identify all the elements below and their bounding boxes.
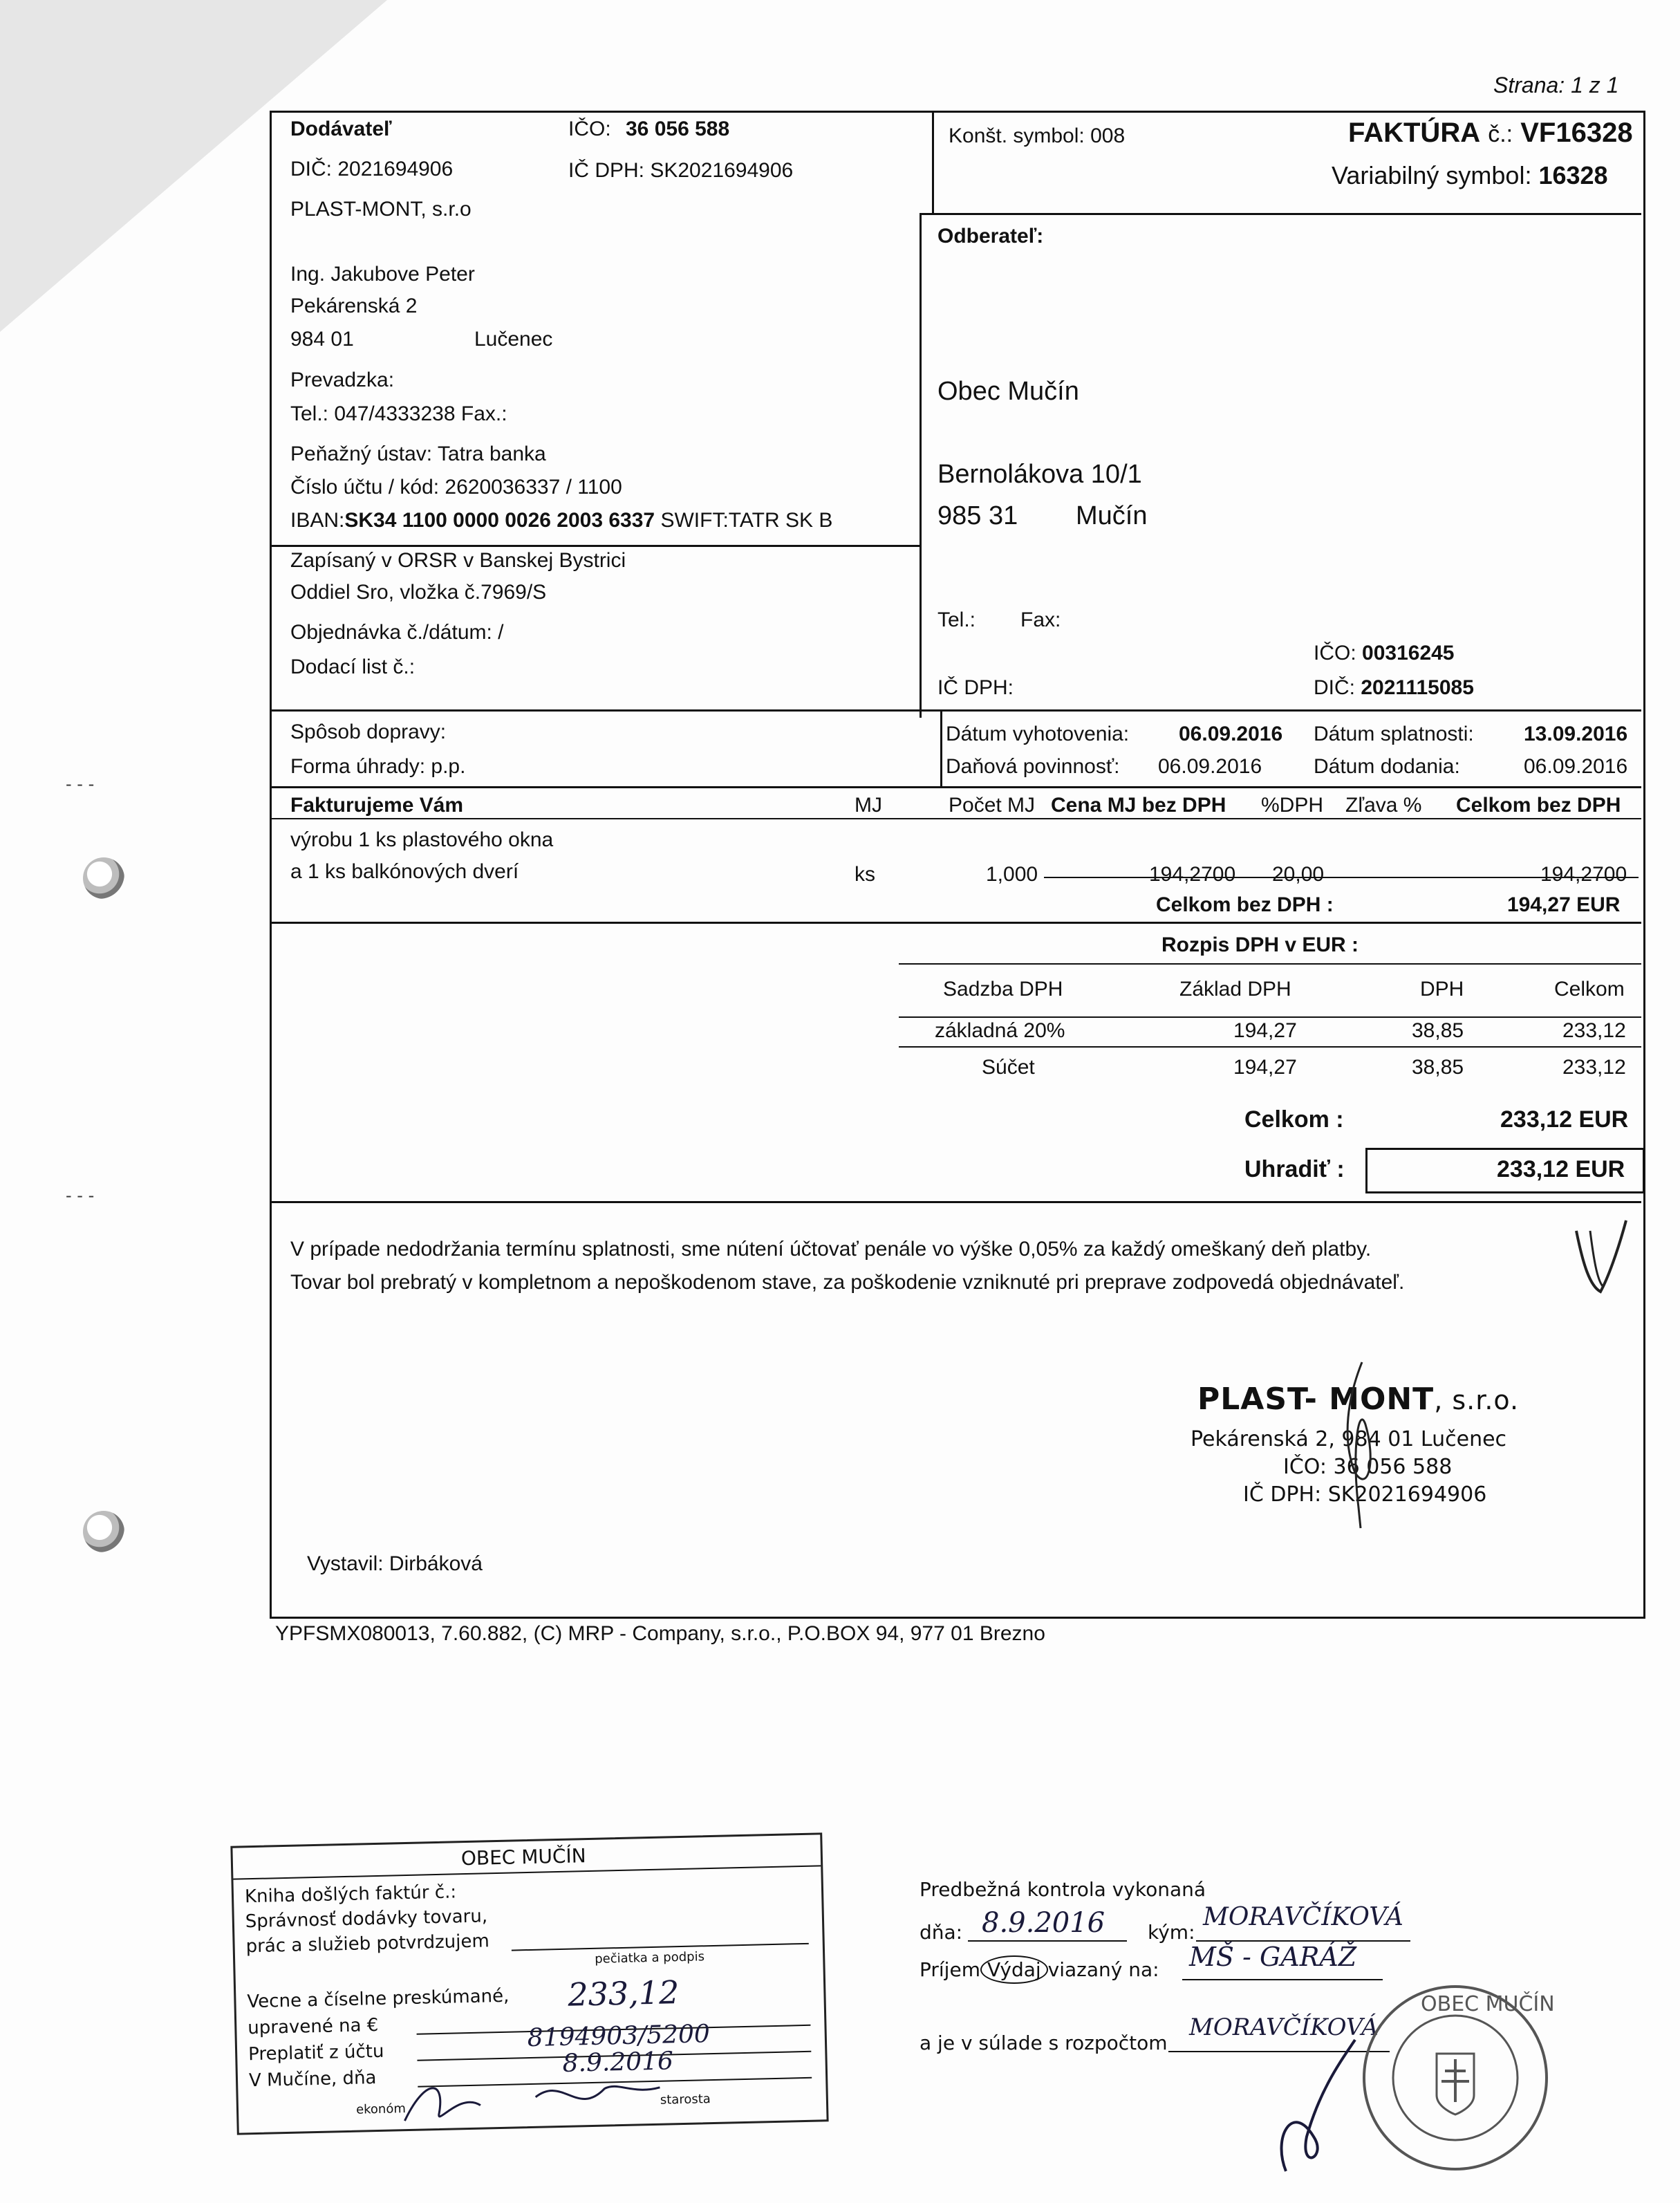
supplier-street: Pekárenská 2 <box>290 295 418 317</box>
issued-by: Vystavil: Dirbáková <box>307 1552 483 1575</box>
items-header-price: Cena MJ bez DPH <box>1051 794 1226 817</box>
customer-city: Mučín <box>1076 501 1148 530</box>
control-prijem-label: Príjem <box>920 1958 980 1981</box>
customer-street: Bernolákova 10/1 <box>937 460 1142 489</box>
footer-software: YPFSMX080013, 7.60.882, (C) MRP - Company, s.r.o., P.O.BOX 94, 977 01 Brezno <box>275 1622 1045 1645</box>
vat-row-base: 194,27 <box>1233 1019 1297 1042</box>
invoice-number: VF16328 <box>1520 118 1633 148</box>
customer-dic-value: 2021115085 <box>1361 676 1474 699</box>
item-desc-line1: výrobu 1 ks plastového okna <box>290 828 554 851</box>
supplier-registry1: Zapísaný v ORSR v Banskej Bystrici <box>290 549 626 572</box>
vat-header-rate: Sadzba DPH <box>943 978 1063 1001</box>
transport-label: Spôsob dopravy: <box>290 721 447 743</box>
stamp-suffix: , s.r.o. <box>1434 1385 1520 1415</box>
supplier-dic: DIČ: 2021694906 <box>290 158 454 180</box>
approval-title: OBEC MUČÍN <box>460 1844 586 1870</box>
stamp-signature <box>1327 1355 1390 1535</box>
supplier-registry2: Oddiel Sro, vložka č.7969/S <box>290 581 547 604</box>
vs-label: Variabilný symbol: <box>1332 161 1532 189</box>
control-signature <box>1258 2033 1383 2185</box>
page-number: Strana: 1 z 1 <box>1493 73 1619 97</box>
supplier-zip: 984 01 <box>290 328 354 351</box>
total-label: Celkom : <box>1244 1106 1344 1133</box>
tax-date-label: Daňová povinnosť: <box>946 755 1120 778</box>
stamp-icdph: IČ DPH: SK2021694906 <box>1243 1482 1487 1507</box>
supplier-city: Lučenec <box>474 328 553 351</box>
note-penalty: V prípade nedodržania termínu splatnosti, sme nútení účtovať penále vo výške 0,05% za každý omeškaný deň platby. <box>290 1238 1372 1261</box>
customer-dic <box>1314 676 1474 700</box>
approval-hand-date: 8.9.2016 <box>562 2047 674 2078</box>
supplier-icdph: IČ DPH: SK2021694906 <box>568 159 794 182</box>
approval-starosta: starosta <box>660 2092 711 2108</box>
supplier-tel: Tel.: 047/4333238 Fax.: <box>290 402 507 425</box>
customer-ico <box>1314 642 1455 665</box>
delivery-date-label: Dátum dodania: <box>1314 755 1460 778</box>
approval-sig-label: pečiatka a podpis <box>594 1949 705 1967</box>
margin-mark: - - - <box>66 774 95 794</box>
vat-row-total: 233,12 <box>1562 1019 1626 1042</box>
supplier-iban-line <box>290 509 913 532</box>
approval-ekonom: ekonóm <box>355 2101 407 2117</box>
invoice-title-label: FAKTÚRA <box>1348 118 1481 148</box>
control-hand-name: MORAVČÍKOVÁ <box>1203 1903 1403 1931</box>
item-total: 194,2700 <box>1540 863 1627 886</box>
item-price: 194,2700 <box>1149 863 1236 886</box>
approval-line5: upravené na € <box>248 2014 379 2039</box>
stamp-ico: IČO: 36 056 588 <box>1283 1455 1453 1479</box>
approval-stamp <box>230 1832 828 2135</box>
seal-text: OBEC MUČÍN <box>1421 1992 1555 2016</box>
control-hand-date: 8.9.2016 <box>982 1907 1105 1939</box>
margin-mark: - - - <box>66 1186 95 1205</box>
swift-value: SWIFT:TATR SK B <box>660 509 833 532</box>
supplier-ico-label: IČO: <box>568 118 611 140</box>
variable-symbol <box>1332 162 1608 189</box>
supplier-heading: Dodávateľ <box>290 118 392 140</box>
control-viazany: viazaný na: <box>1047 1958 1159 1981</box>
delivery-date: 06.09.2016 <box>1524 755 1628 778</box>
municipal-seal <box>1355 1978 1556 2178</box>
vat-row-rate: základná 20% <box>935 1019 1065 1042</box>
stamp-address: Pekárenská 2, 984 01 Lučenec <box>1191 1427 1507 1451</box>
vat-table-heading: Rozpis DPH v EUR : <box>1161 933 1359 956</box>
approval-line3: prác a služieb potvrdzujem <box>245 1931 490 1958</box>
customer-zip: 985 31 <box>937 501 1018 530</box>
due-date-label: Dátum splatnosti: <box>1314 723 1474 745</box>
approval-signatures <box>397 2066 689 2128</box>
control-kym: kým: <box>1148 1921 1195 1944</box>
item-qty: 1,000 <box>986 863 1038 886</box>
approval-line6: Preplatiť z účtu <box>248 2041 384 2065</box>
customer-dic-label: DIČ: <box>1314 676 1355 699</box>
tax-date: 06.09.2016 <box>1158 755 1262 778</box>
vat-sum-total: 233,12 <box>1562 1056 1626 1079</box>
control-title: Predbežná kontrola vykonaná <box>920 1878 1206 1901</box>
supplier-person: Ing. Jakubove Peter <box>290 263 475 286</box>
control-hand-bound: MŠ - GARÁŽ <box>1189 1942 1357 1972</box>
supplier-bank: Peňažný ústav: Tatra banka <box>290 443 546 465</box>
issue-date-label: Dátum vyhotovenia: <box>946 723 1130 745</box>
items-header-qty: Počet MJ <box>949 794 1036 817</box>
item-unit: ks <box>855 863 875 886</box>
items-header-vat: %DPH <box>1261 794 1324 817</box>
delivery-note-label: Dodací list č.: <box>290 656 416 678</box>
supplier-name: PLAST-MONT, s.r.o <box>290 198 472 221</box>
punch-hole <box>83 857 124 899</box>
control-budget: a je v súlade s rozpočtom <box>920 2032 1168 2054</box>
customer-tel: Tel.: <box>937 608 976 631</box>
iban-value: SK34 1100 0000 0026 2003 6337 <box>344 509 655 532</box>
vat-row-vat: 38,85 <box>1412 1019 1464 1042</box>
invoice-number-label: č.: <box>1488 121 1513 147</box>
sum-without-vat-label: Celkom bez DPH : <box>1156 893 1334 916</box>
supplier-ico: 36 056 588 <box>626 118 730 140</box>
sum-without-vat-value: 194,27 EUR <box>1507 893 1621 916</box>
total-value: 233,12 EUR <box>1500 1106 1629 1133</box>
items-header-desc: Fakturujeme Vám <box>290 794 464 817</box>
customer-ico-label: IČO: <box>1314 642 1356 664</box>
invoice-title <box>1348 118 1633 149</box>
supplier-account: Číslo účtu / kód: 2620036337 / 1100 <box>290 476 622 499</box>
items-header-unit: MJ <box>855 794 882 817</box>
approval-line1: Kniha došlých faktúr č.: <box>244 1881 457 1908</box>
items-header-discount: Zľava % <box>1345 794 1422 817</box>
approval-line7: V Mučíne, dňa <box>248 2067 377 2092</box>
approval-line4: Vecne a číselne preskúmané, <box>247 1985 510 2013</box>
item-vat: 20,00 <box>1272 863 1325 886</box>
amount-due-label: Uhradiť : <box>1244 1156 1345 1182</box>
vat-sum-vat: 38,85 <box>1412 1056 1464 1079</box>
customer-ico-value: 00316245 <box>1362 642 1455 664</box>
customer-name: Obec Mučín <box>937 377 1079 406</box>
control-hand-name2: MORAVČÍKOVÁ <box>1189 2014 1379 2041</box>
amount-due-value: 233,12 EUR <box>1497 1156 1625 1182</box>
approval-hand-account: 8194903/5200 <box>527 2020 711 2053</box>
iban-label: IBAN: <box>290 509 345 532</box>
vat-header-base: Základ DPH <box>1179 978 1291 1001</box>
punch-hole <box>83 1511 124 1552</box>
check-mark <box>1569 1217 1632 1300</box>
approval-line2: Správnosť dodávky tovaru, <box>245 1906 488 1933</box>
supplier-prevadzka: Prevadzka: <box>290 369 395 391</box>
vat-sum-label: Súčet <box>982 1056 1035 1079</box>
vs-value: 16328 <box>1538 161 1608 189</box>
control-dna: dňa: <box>920 1921 963 1944</box>
stamp-name: PLAST- MONT <box>1197 1382 1435 1417</box>
issue-date: 06.09.2016 <box>1179 723 1283 745</box>
customer-icdph: IČ DPH: <box>937 676 1014 699</box>
control-prijem <box>920 1958 1159 1981</box>
customer-fax: Fax: <box>1020 608 1061 631</box>
items-header-total: Celkom bez DPH <box>1456 794 1621 817</box>
due-date: 13.09.2016 <box>1524 723 1628 745</box>
note-delivery: Tovar bol prebratý v kompletnom a nepoškodenom stave, za poškodenie vzniknuté pri preprave zodpovedá objednávateľ. <box>290 1271 1405 1294</box>
vat-sum-base: 194,27 <box>1233 1056 1297 1079</box>
const-symbol: Konšt. symbol: 008 <box>949 124 1126 147</box>
item-desc-line2: a 1 ks balkónových dverí <box>290 860 519 883</box>
approval-hand-amount: 233,12 <box>567 1973 680 2014</box>
order-label: Objednávka č./dátum: / <box>290 621 504 644</box>
vat-header-total: Celkom <box>1554 978 1625 1001</box>
customer-heading: Odberateľ: <box>937 225 1044 248</box>
control-vydaj-circled: Výdaj <box>980 1955 1048 1984</box>
payment-form: Forma úhrady: p.p. <box>290 755 466 778</box>
vat-header-vat: DPH <box>1420 978 1464 1001</box>
